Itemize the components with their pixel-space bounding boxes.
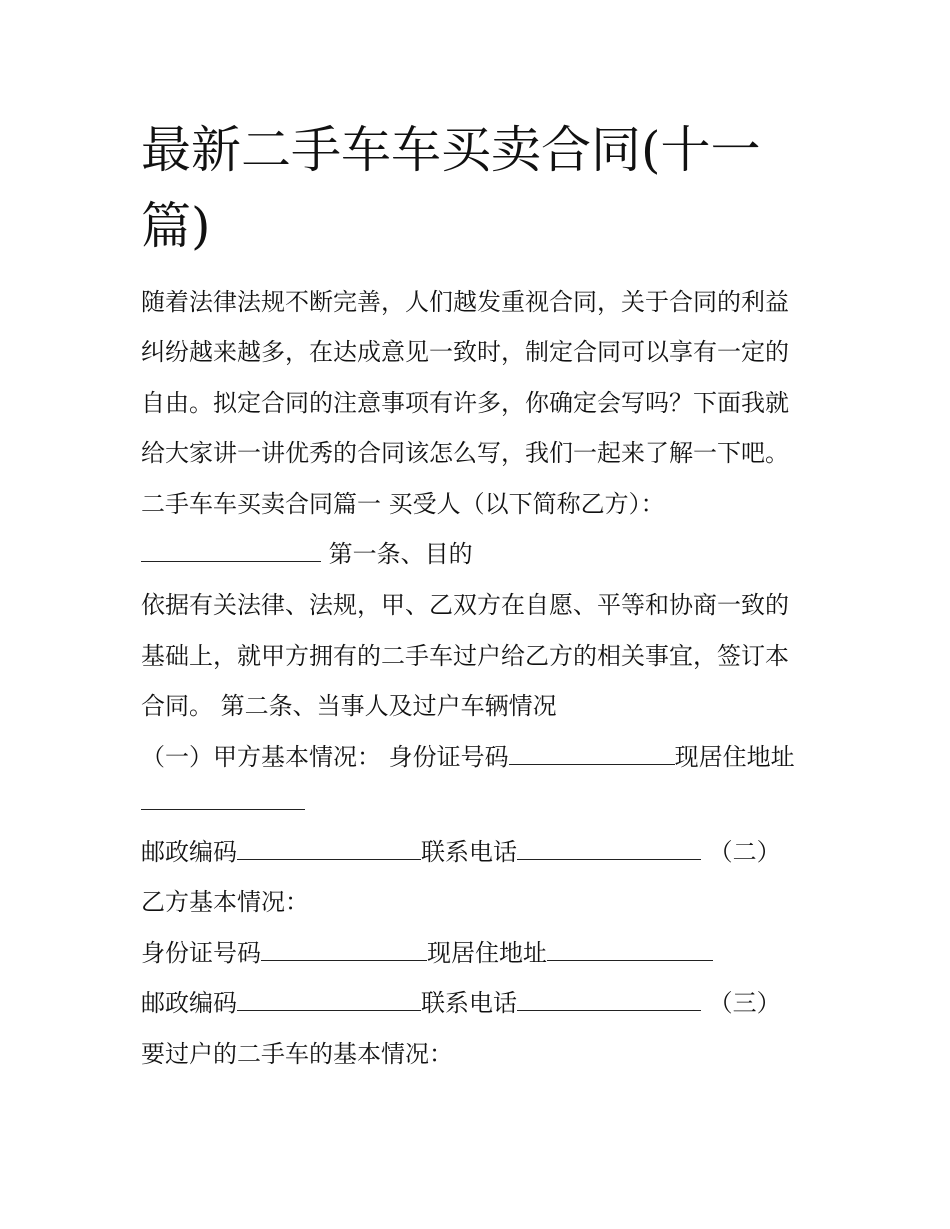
party-a-phone-blank [517,837,701,860]
party-b-id-line [141,937,713,969]
party-b-postcode-blank [237,988,421,1011]
intro-line-1: 随着法律法规不断完善，人们越发重视合同，关于合同的利益 [141,288,789,316]
party-b-postcode-label: 邮政编码 [141,989,237,1017]
party-a-address-label: 现居住地址 [674,743,795,771]
article1-line-3: 合同。 第二条、当事人及过户车辆情况 [141,692,557,720]
party-a-id-blank [509,742,675,765]
party-b-id-blank [261,938,427,961]
article1-label: 第一条、目的 [328,540,473,568]
party-a-heading: （一）甲方基本情况： [141,743,381,771]
party-b-heading: 乙方基本情况： [141,888,309,916]
party-a-id-label: 身份证号码 [388,743,509,771]
party-a-postcode-blank [237,837,421,860]
section-heading: 二手车车买卖合同篇一 买受人（以下简称乙方）： [141,490,665,518]
party-b-contact-line [141,987,781,1019]
party-b-heading-num: （二） [708,838,781,866]
party-b-address-blank [547,938,713,961]
party-b-address-label: 现居住地址 [427,939,547,967]
article1-line-1: 依据有关法律、法规，甲、乙双方在自愿、平等和协商一致的 [141,591,789,619]
party-b-id-label: 身份证号码 [141,939,261,967]
party-a-phone-label: 联系电话 [421,838,517,866]
party-a-address-blank-line [141,786,305,818]
page-title: 最新二手车车买卖合同(十一篇) [141,121,761,255]
party-b-phone-blank [517,988,701,1011]
intro-line-3: 自由。拟定合同的注意事项有许多，你确定会写吗？下面我就 [141,389,789,417]
intro-line-2: 纠纷越来越多，在达成意见一致时，制定合同可以享有一定的 [141,338,789,366]
party-a-line [141,741,795,773]
buyer-line [141,538,473,570]
party-b-phone-label: 联系电话 [421,989,517,1017]
party-a-postcode-label: 邮政编码 [141,838,237,866]
vehicle-heading-num: （三） [708,989,781,1017]
vehicle-heading: 要过户的二手车的基本情况： [141,1040,453,1068]
buyer-blank [141,539,321,562]
party-a-contact-line [141,836,781,868]
article1-line-2: 基础上，就甲方拥有的二手车过户给乙方的相关事宜，签订本 [141,642,789,670]
intro-line-4: 给大家讲一讲优秀的合同该怎么写，我们一起来了解一下吧。 [141,439,789,467]
party-a-address-blank [141,787,305,810]
